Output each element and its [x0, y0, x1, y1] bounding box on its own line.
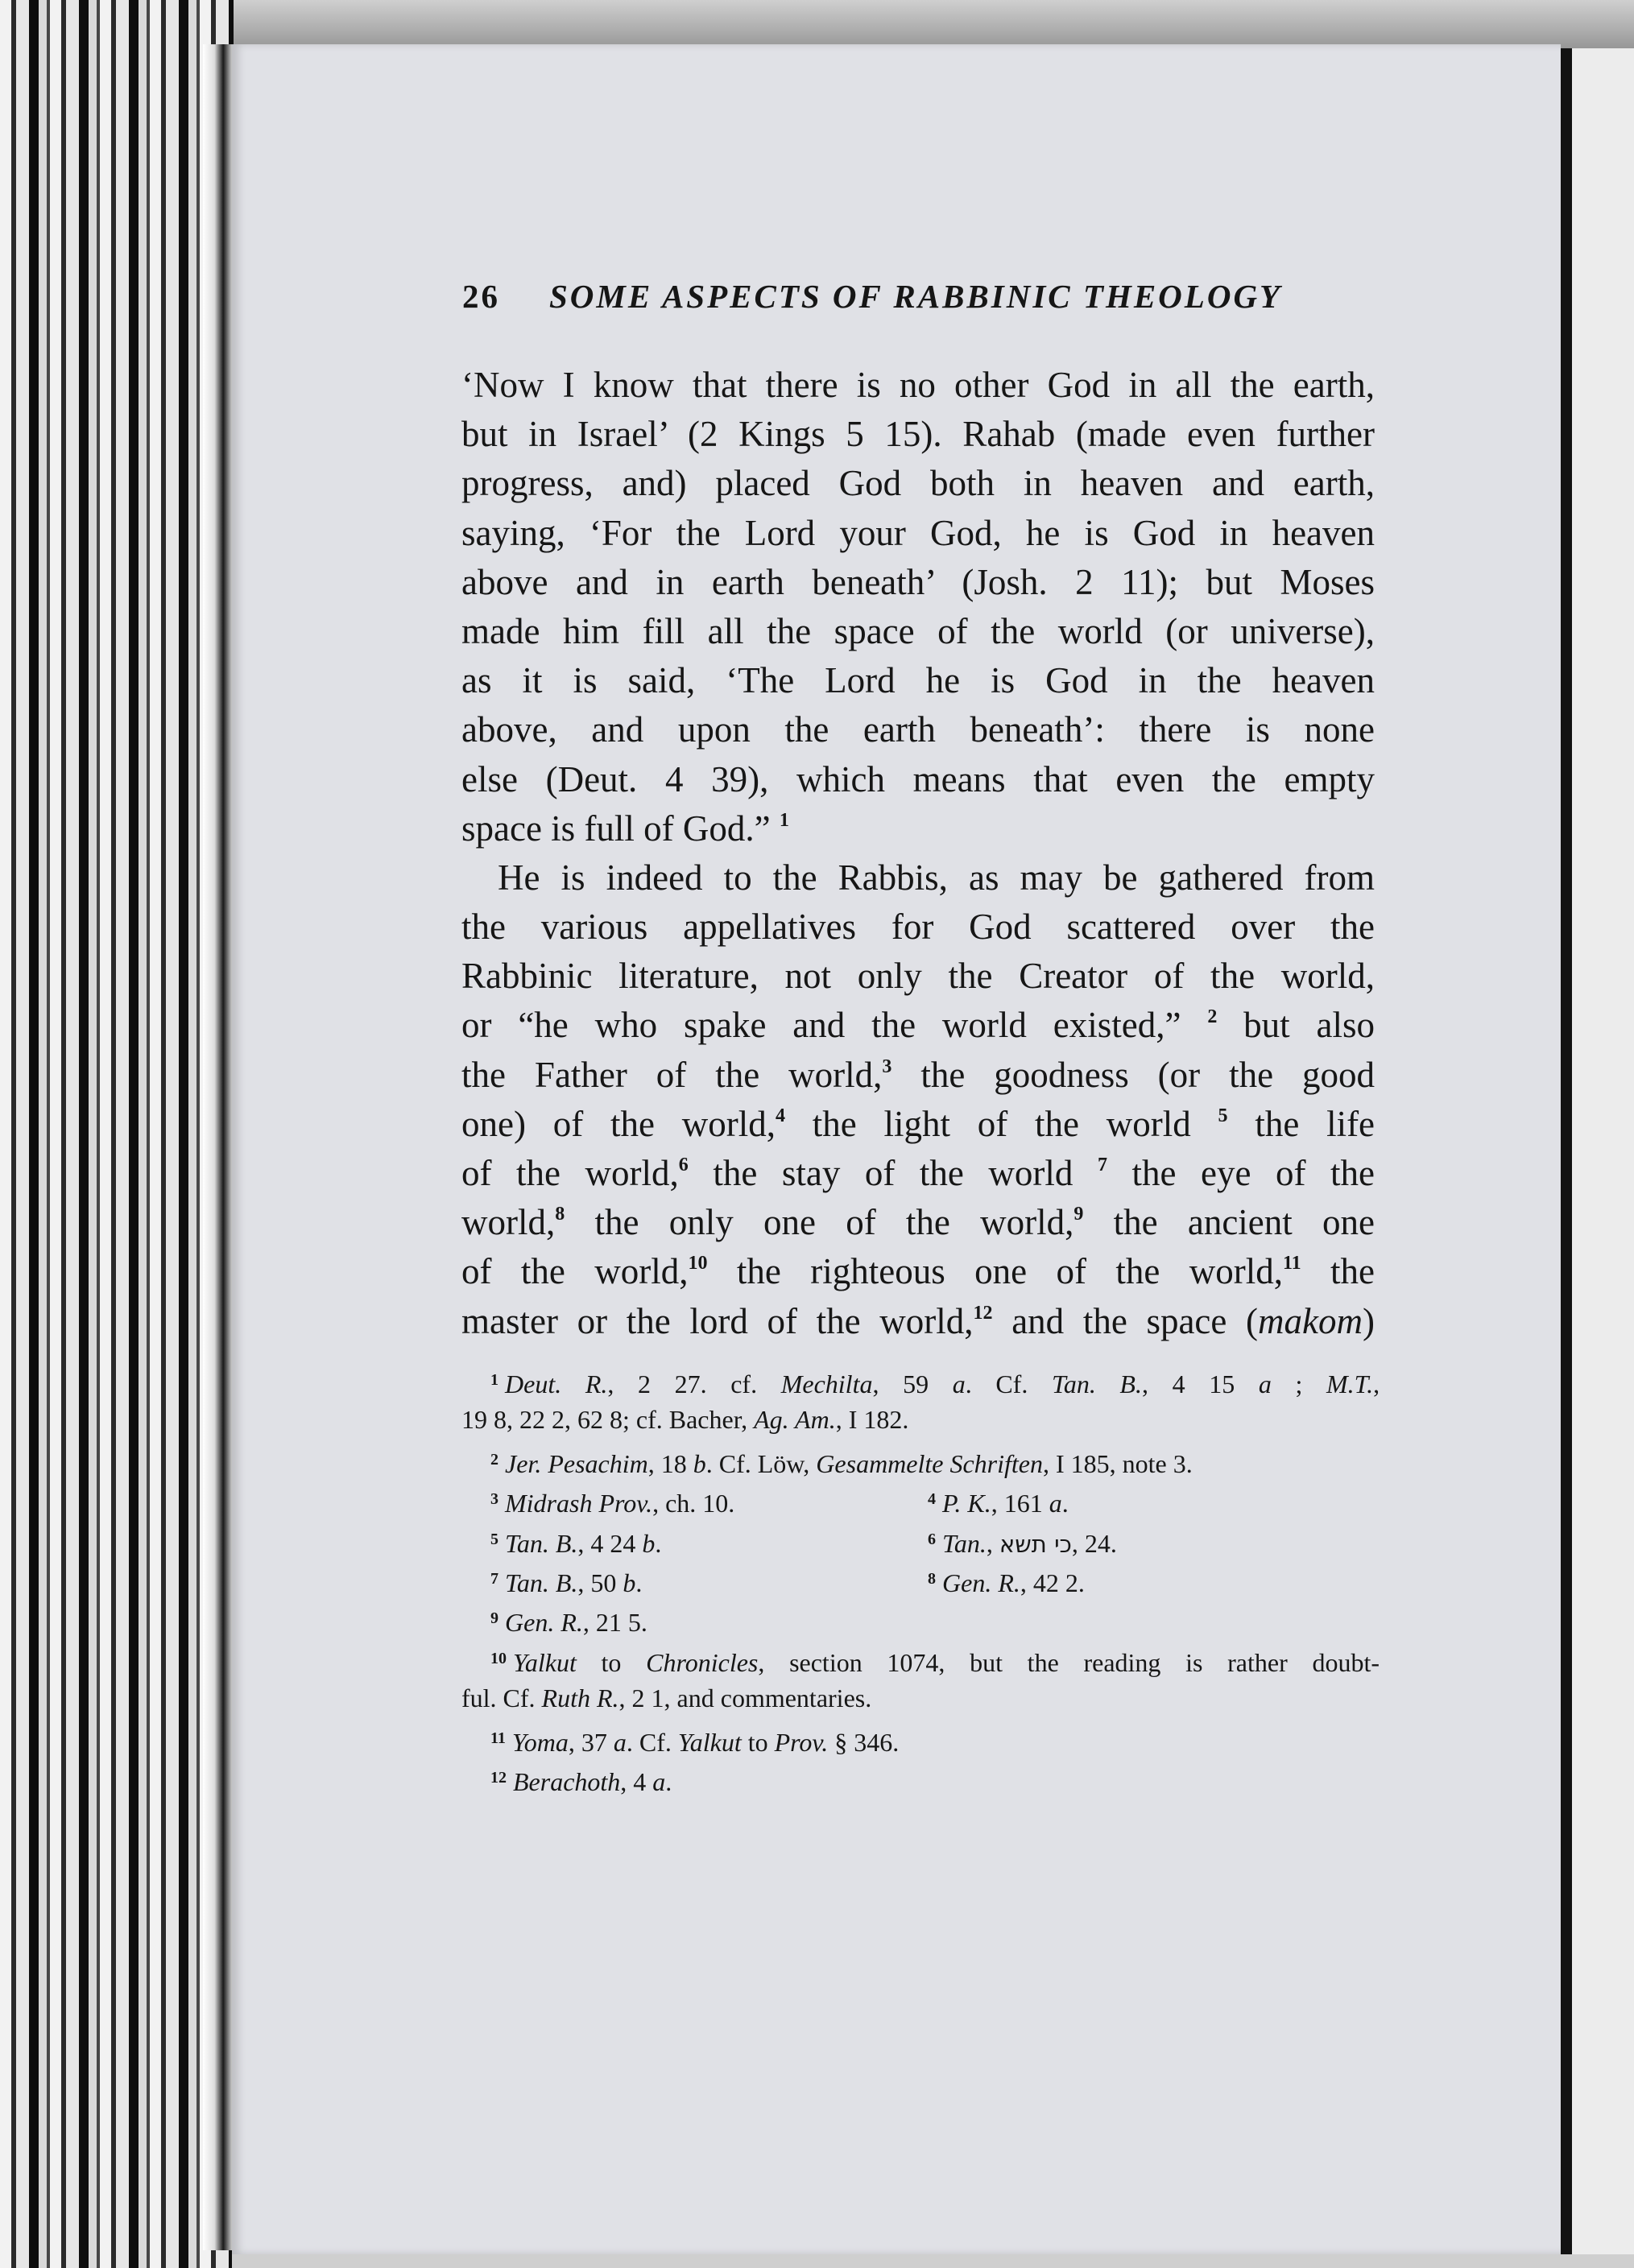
footnote-ref: 4	[775, 1105, 785, 1126]
footnote-5	[461, 1520, 928, 1560]
page-number: 26	[462, 278, 500, 315]
footnote-text: to	[741, 1727, 775, 1757]
text-line	[461, 1149, 1375, 1198]
citation-title: Berachoth	[513, 1766, 621, 1796]
text-segment: the eye of the	[1131, 1153, 1375, 1193]
citation-title: Yalkut	[677, 1727, 742, 1757]
hebrew-text: כי תשא	[999, 1530, 1072, 1558]
footnote-2	[461, 1440, 1380, 1480]
footnote-text: , 161	[991, 1489, 1049, 1518]
footnote-ref: 10	[688, 1253, 708, 1274]
footnote-text: , 21 5.	[582, 1608, 647, 1638]
footnote-text: ,	[1373, 1369, 1380, 1398]
text-segment: the	[1330, 1251, 1375, 1292]
text-line: above and in earth beneath’ (Josh. 2 11); but Moses	[461, 561, 1375, 602]
footnote-text: .	[665, 1766, 672, 1796]
footnote-text: to	[576, 1647, 647, 1677]
text-segment: but also	[1243, 1005, 1375, 1046]
footnote-3	[461, 1480, 928, 1519]
citation-title: Gesammelte Schriften	[816, 1448, 1043, 1478]
citation-title: a	[652, 1766, 666, 1796]
text-line: ‘Now I know that there is no other God in all the earth,	[461, 365, 1375, 405]
footnote-text: , 2 1, and commentaries.	[618, 1683, 872, 1713]
footnotes	[461, 1361, 1380, 1798]
text-segment: and the space (	[1011, 1300, 1259, 1341]
footnote-ref: 3	[882, 1056, 892, 1077]
footnote-10	[461, 1639, 1380, 1679]
footnote-text: , I 182.	[835, 1405, 909, 1435]
text-segment: )	[1363, 1300, 1375, 1341]
citation-title: a	[1258, 1369, 1272, 1398]
footnote-text: . Cf.	[626, 1727, 678, 1757]
footnote-text: ;	[1271, 1369, 1326, 1398]
citation-title: b	[623, 1568, 636, 1597]
footnote-11	[461, 1719, 1380, 1758]
text-line	[461, 804, 1375, 853]
footnote-text: 19 8, 22 2, 62 8; cf. Bacher,	[461, 1405, 755, 1435]
text-line: He is indeed to the Rabbis, as may be gathered from	[498, 857, 1375, 898]
footnote-number: 8	[928, 1569, 936, 1588]
text-line: made him fill all the space of the world (or universe),	[461, 610, 1375, 651]
citation-title: Yalkut	[513, 1647, 577, 1677]
footnote-text: , 37	[568, 1727, 614, 1757]
footnote-ref: 12	[973, 1302, 993, 1324]
text-segment: master or the lord of the world,	[461, 1300, 974, 1341]
footnote-row	[461, 1520, 1380, 1560]
footnote-text: , section 1074, but the reading is rather doubt-	[758, 1647, 1380, 1677]
citation-title: M.T.	[1326, 1369, 1374, 1398]
footnote-ref: 6	[678, 1155, 689, 1175]
text-line	[461, 1297, 1375, 1346]
footnote-text: ,	[986, 1528, 999, 1558]
footnote-number: 11	[490, 1729, 506, 1747]
footnote-text: , 50	[577, 1568, 623, 1597]
footnote-number: 2	[490, 1450, 498, 1469]
footnote-text: . Cf.	[965, 1369, 1052, 1398]
text-segment: one) of the world,	[461, 1103, 776, 1144]
footnote-6	[928, 1520, 1117, 1560]
citation-title: P. K.	[942, 1489, 991, 1518]
footnote-7	[461, 1560, 928, 1599]
text-segment: the life	[1255, 1103, 1375, 1144]
citation-title: Chronicles	[646, 1647, 759, 1677]
citation-title: Tan. B.	[1051, 1369, 1142, 1398]
footnote-text: . Cf. Löw,	[705, 1448, 817, 1478]
footnote-ref: 7	[1097, 1155, 1107, 1175]
footnote-text: , 42 2.	[1020, 1568, 1085, 1597]
footnote-10-continued	[461, 1679, 1380, 1718]
footnote-text: , 18	[647, 1448, 693, 1478]
text-segment: the light of the world	[812, 1103, 1191, 1144]
footnote-12	[461, 1758, 1380, 1798]
footnote-ref: 1	[779, 809, 789, 831]
footnote-ref: 8	[555, 1204, 565, 1225]
text-segment: world,	[461, 1202, 556, 1243]
text-line: saying, ‘For the Lord your God, he is God in heaven	[461, 512, 1375, 553]
text-segment: the righteous one of the world,	[736, 1251, 1283, 1292]
citation-title: Prov.	[774, 1727, 829, 1757]
text-line	[461, 1247, 1375, 1296]
text-segment: space is full of God.”	[461, 808, 771, 849]
footnote-text: , 2 27. cf.	[607, 1369, 781, 1398]
citation-title: Ruth R.	[541, 1683, 619, 1713]
citation-title: Midrash Prov.	[505, 1489, 653, 1518]
footnote-text: , 4 24	[577, 1528, 643, 1558]
binding-gutter	[203, 44, 232, 2250]
citation-title: Yoma	[511, 1727, 569, 1757]
citation-title: Jer. Pesachim	[505, 1448, 648, 1478]
footnote-ref: 11	[1282, 1253, 1301, 1274]
citation-title: a	[952, 1369, 966, 1398]
footnote-text: , 24.	[1071, 1528, 1117, 1558]
footnote-row	[461, 1560, 1380, 1599]
footnote-number: 3	[490, 1490, 498, 1509]
footnote-number: 12	[490, 1768, 507, 1787]
citation-title: b	[642, 1528, 656, 1558]
scan-bottom-edge	[232, 2254, 1634, 2268]
running-header	[462, 277, 1372, 322]
text-line	[461, 1100, 1375, 1149]
footnote-number: 1	[490, 1371, 498, 1389]
footnote-8	[928, 1560, 1085, 1599]
text-line: above, and upon the earth beneath’: there is none	[461, 709, 1375, 750]
footnote-ref: 2	[1207, 1006, 1218, 1028]
body-text	[461, 361, 1375, 1346]
text-line	[461, 1001, 1375, 1050]
citation-title: a	[613, 1727, 627, 1757]
text-line: else (Deut. 4 39), which means that even the empty	[461, 758, 1375, 799]
footnote-text: , 59	[872, 1369, 953, 1398]
footnote-text: § 346.	[828, 1727, 900, 1757]
footnote-row	[461, 1480, 1380, 1519]
citation-title: Tan.	[942, 1528, 987, 1558]
citation-title: Gen. R.	[505, 1608, 583, 1638]
footnote-1	[461, 1361, 1380, 1400]
text-line: the various appellatives for God scattered over the	[461, 907, 1375, 948]
footnote-ref: 5	[1218, 1105, 1228, 1126]
footnote-9	[461, 1599, 1380, 1638]
text-line: but in Israel’ (2 Kings 5 15). Rahab (made even further	[461, 414, 1375, 455]
footnote-text: , ch. 10.	[652, 1489, 735, 1518]
citation-title: Tan. B.	[505, 1528, 578, 1558]
book-spine-edge	[0, 0, 234, 2268]
footnote-number: 10	[490, 1649, 507, 1667]
text-segment: the Father of the world,	[461, 1054, 883, 1095]
text-line: Rabbinic literature, not only the Creator of the world,	[461, 956, 1375, 997]
text-segment: the stay of the world	[713, 1153, 1073, 1193]
text-line	[461, 1051, 1375, 1100]
citation-title: a	[1049, 1489, 1062, 1518]
footnote-text: .	[1061, 1489, 1069, 1518]
citation-title: Gen. R.	[942, 1568, 1020, 1597]
footnote-4	[928, 1480, 1069, 1519]
footnote-number: 5	[490, 1530, 498, 1548]
citation-title: Ag. Am.	[754, 1405, 836, 1435]
text-segment: the ancient one	[1113, 1202, 1375, 1243]
footnote-1-continued	[461, 1400, 1380, 1440]
text-line: as it is said, ‘The Lord he is God in the heaven	[461, 660, 1375, 701]
facing-page-edge	[1572, 48, 1634, 2254]
footnote-number: 9	[490, 1609, 498, 1628]
citation-title: Tan. B.	[505, 1568, 578, 1597]
footnote-text: .	[635, 1568, 643, 1597]
footnote-text: , I 185, note 3.	[1043, 1448, 1193, 1478]
citation-title: Mechilta	[780, 1369, 873, 1398]
page-edge-shadow	[1561, 48, 1572, 2254]
text-segment: the goodness (or the good	[920, 1054, 1375, 1095]
text-line	[461, 1198, 1375, 1247]
footnote-text: .	[655, 1528, 662, 1558]
footnote-text: , 4	[620, 1766, 653, 1796]
text-line: progress, and) placed God both in heaven and earth,	[461, 463, 1375, 504]
footnote-number: 6	[928, 1530, 936, 1548]
citation-title: b	[693, 1448, 706, 1478]
footnote-ref: 9	[1073, 1204, 1084, 1225]
citation-title: Deut. R.	[505, 1369, 608, 1398]
text-segment: of the world,	[461, 1251, 689, 1292]
footnote-number: 4	[928, 1490, 936, 1509]
text-segment: the only one of the world,	[594, 1202, 1074, 1243]
running-title: SOME ASPECTS OF RABBINIC THEOLOGY	[549, 278, 1283, 315]
footnote-text: , 4 15	[1141, 1369, 1259, 1398]
text-segment: of the world,	[461, 1153, 679, 1193]
footnote-text: ful. Cf.	[461, 1683, 542, 1713]
italic-term: makom	[1258, 1300, 1363, 1341]
text-segment: or “he who spake and the world existed,”	[461, 1005, 1181, 1046]
footnote-number: 7	[490, 1569, 498, 1588]
